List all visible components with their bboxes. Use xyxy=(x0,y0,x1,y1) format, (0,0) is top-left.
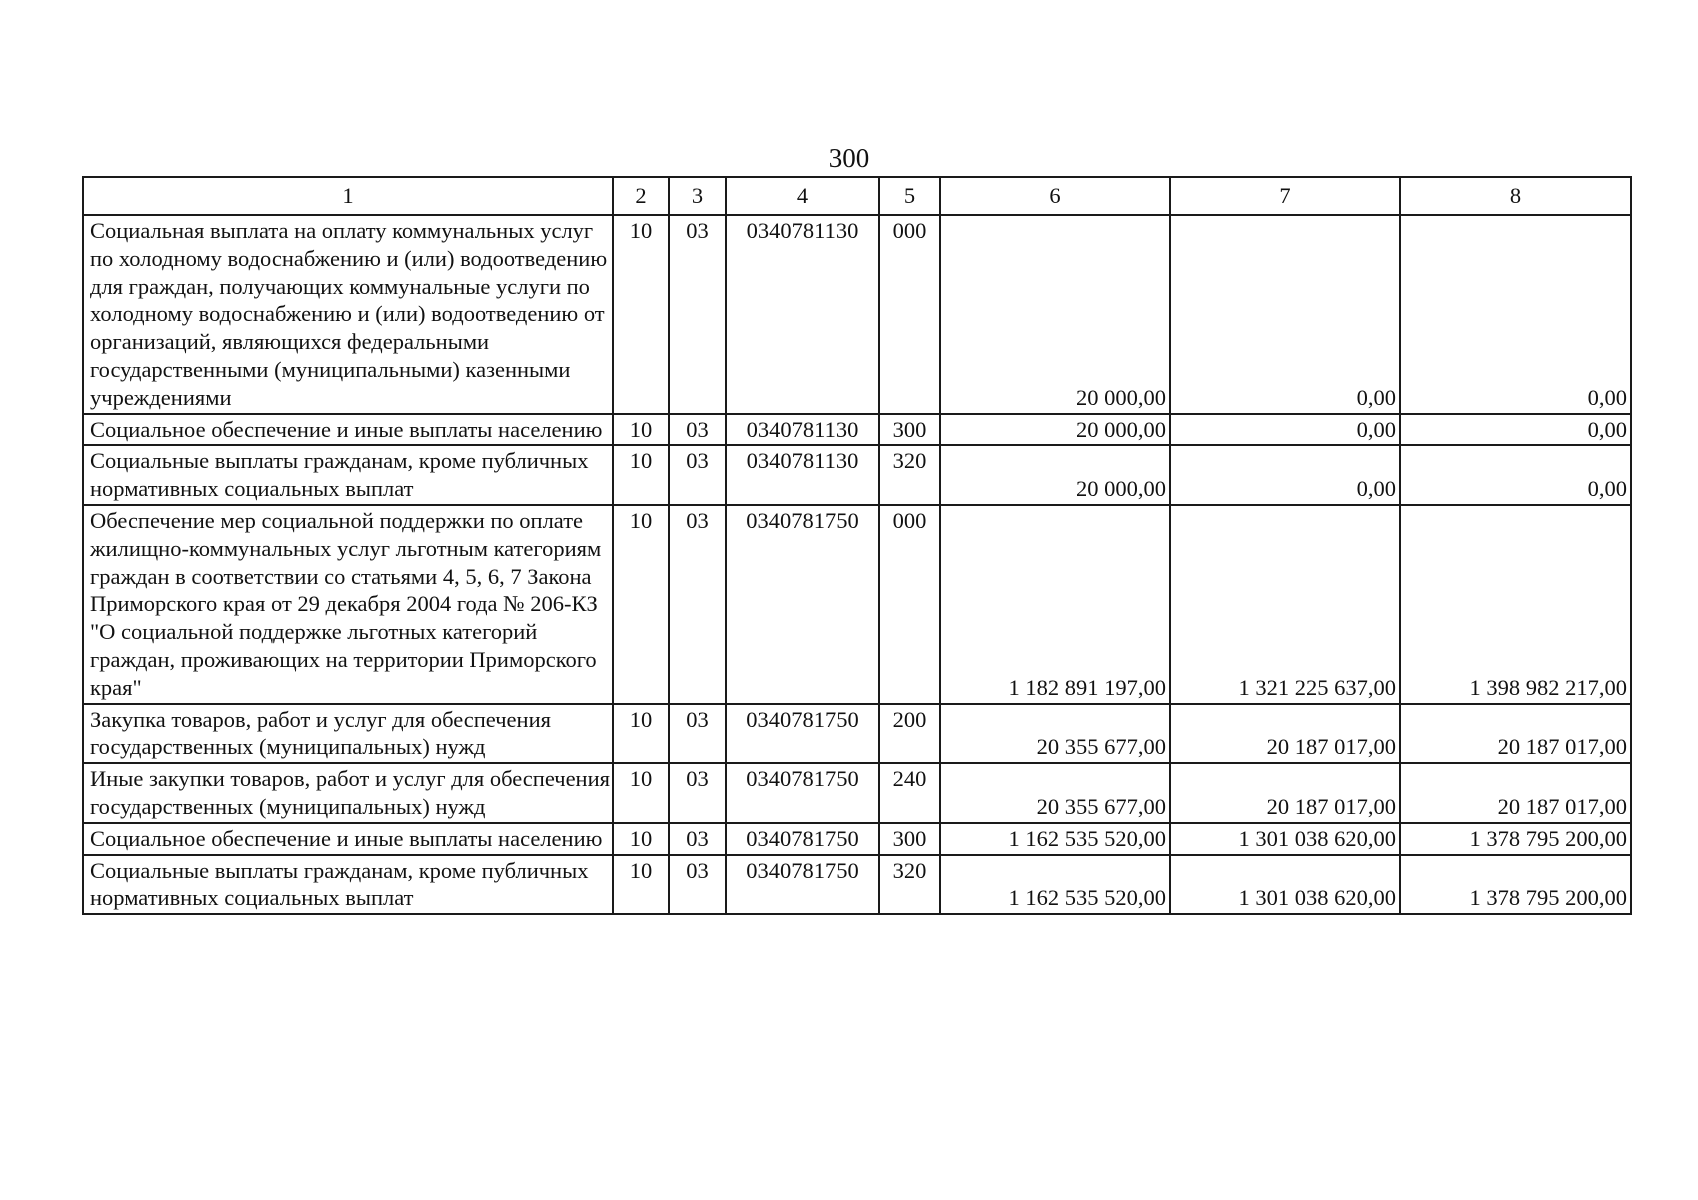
amount-col-8: 0,00 xyxy=(1400,445,1631,505)
amount-col-7: 20 187 017,00 xyxy=(1170,704,1400,764)
amount-col-8: 0,00 xyxy=(1400,215,1631,414)
section-code: 10 xyxy=(613,855,669,915)
table-row xyxy=(83,414,1631,446)
amount-col-6: 1 162 535 520,00 xyxy=(940,855,1170,915)
expense-type-code: 300 xyxy=(879,823,940,855)
section-code: 10 xyxy=(613,215,669,414)
amount-col-6: 20 000,00 xyxy=(940,414,1170,446)
table-row xyxy=(83,445,1631,505)
section-code: 10 xyxy=(613,505,669,704)
amount-col-6: 1 182 891 197,00 xyxy=(940,505,1170,704)
page-number: 300 xyxy=(828,143,870,173)
expense-type-code: 240 xyxy=(879,763,940,823)
amount-col-6: 20 355 677,00 xyxy=(940,704,1170,764)
table-row xyxy=(83,823,1631,855)
target-code: 0340781750 xyxy=(726,855,879,915)
subsection-code: 03 xyxy=(669,823,726,855)
expense-type-code: 200 xyxy=(879,704,940,764)
column-header: 7 xyxy=(1170,177,1400,215)
section-code: 10 xyxy=(613,763,669,823)
row-name: Социальное обеспечение и иные выплаты населению xyxy=(83,823,613,855)
subsection-code: 03 xyxy=(669,445,726,505)
column-header: 5 xyxy=(879,177,940,215)
row-name: Социальное обеспечение и иные выплаты населению xyxy=(83,414,613,446)
section-code: 10 xyxy=(613,704,669,764)
column-header: 2 xyxy=(613,177,669,215)
target-code: 0340781130 xyxy=(726,414,879,446)
row-name: Обеспечение мер социальной поддержки по оплате жилищно-коммунальных услуг льготным категориям граждан в соответствии со статьями 4, 5, 6, 7 Закона Приморского края от 29 декабря 2004 года № 206-КЗ "О социальной поддержке льготных категорий граждан, проживающих на территории Приморского края" xyxy=(83,505,613,704)
table-row xyxy=(83,704,1631,764)
column-header: 8 xyxy=(1400,177,1631,215)
table-row xyxy=(83,855,1631,915)
section-code: 10 xyxy=(613,823,669,855)
amount-col-6: 20 355 677,00 xyxy=(940,763,1170,823)
amount-col-7: 0,00 xyxy=(1170,414,1400,446)
amount-col-6: 20 000,00 xyxy=(940,215,1170,414)
amount-col-6: 20 000,00 xyxy=(940,445,1170,505)
amount-col-8: 0,00 xyxy=(1400,414,1631,446)
subsection-code: 03 xyxy=(669,215,726,414)
target-code: 0340781750 xyxy=(726,763,879,823)
subsection-code: 03 xyxy=(669,763,726,823)
subsection-code: 03 xyxy=(669,855,726,915)
column-header: 6 xyxy=(940,177,1170,215)
subsection-code: 03 xyxy=(669,414,726,446)
amount-col-7: 20 187 017,00 xyxy=(1170,763,1400,823)
table-row xyxy=(83,505,1631,704)
amount-col-7: 1 301 038 620,00 xyxy=(1170,823,1400,855)
target-code: 0340781130 xyxy=(726,215,879,414)
row-name: Закупка товаров, работ и услуг для обеспечения государственных (муниципальных) нужд xyxy=(83,704,613,764)
target-code: 0340781750 xyxy=(726,704,879,764)
expense-type-code: 000 xyxy=(879,215,940,414)
column-header: 1 xyxy=(83,177,613,215)
row-name: Социальная выплата на оплату коммунальных услуг по холодному водоснабжению и (или) водоотведению для граждан, получающих коммунальные услуги по холодному водоснабжению и (или) водоотведению от организаций, являющихся федеральными государственными (муниципальными) казенными учреждениями xyxy=(83,215,613,414)
amount-col-8: 1 398 982 217,00 xyxy=(1400,505,1631,704)
target-code: 0340781130 xyxy=(726,445,879,505)
subsection-code: 03 xyxy=(669,505,726,704)
section-code: 10 xyxy=(613,445,669,505)
expense-type-code: 300 xyxy=(879,414,940,446)
row-name: Социальные выплаты гражданам, кроме публичных нормативных социальных выплат xyxy=(83,855,613,915)
expense-type-code: 000 xyxy=(879,505,940,704)
amount-col-8: 1 378 795 200,00 xyxy=(1400,855,1631,915)
subsection-code: 03 xyxy=(669,704,726,764)
amount-col-7: 0,00 xyxy=(1170,215,1400,414)
table-row xyxy=(83,215,1631,414)
target-code: 0340781750 xyxy=(726,823,879,855)
budget-table xyxy=(82,176,1632,915)
row-name: Иные закупки товаров, работ и услуг для обеспечения государственных (муниципальных) нужд xyxy=(83,763,613,823)
target-code: 0340781750 xyxy=(726,505,879,704)
amount-col-8: 1 378 795 200,00 xyxy=(1400,823,1631,855)
amount-col-8: 20 187 017,00 xyxy=(1400,763,1631,823)
expense-type-code: 320 xyxy=(879,445,940,505)
table-row xyxy=(83,763,1631,823)
amount-col-7: 0,00 xyxy=(1170,445,1400,505)
amount-col-8: 20 187 017,00 xyxy=(1400,704,1631,764)
section-code: 10 xyxy=(613,414,669,446)
amount-col-7: 1 301 038 620,00 xyxy=(1170,855,1400,915)
column-header: 3 xyxy=(669,177,726,215)
amount-col-7: 1 321 225 637,00 xyxy=(1170,505,1400,704)
table-header-row xyxy=(83,177,1631,215)
expense-type-code: 320 xyxy=(879,855,940,915)
column-header: 4 xyxy=(726,177,879,215)
row-name: Социальные выплаты гражданам, кроме публичных нормативных социальных выплат xyxy=(83,445,613,505)
amount-col-6: 1 162 535 520,00 xyxy=(940,823,1170,855)
